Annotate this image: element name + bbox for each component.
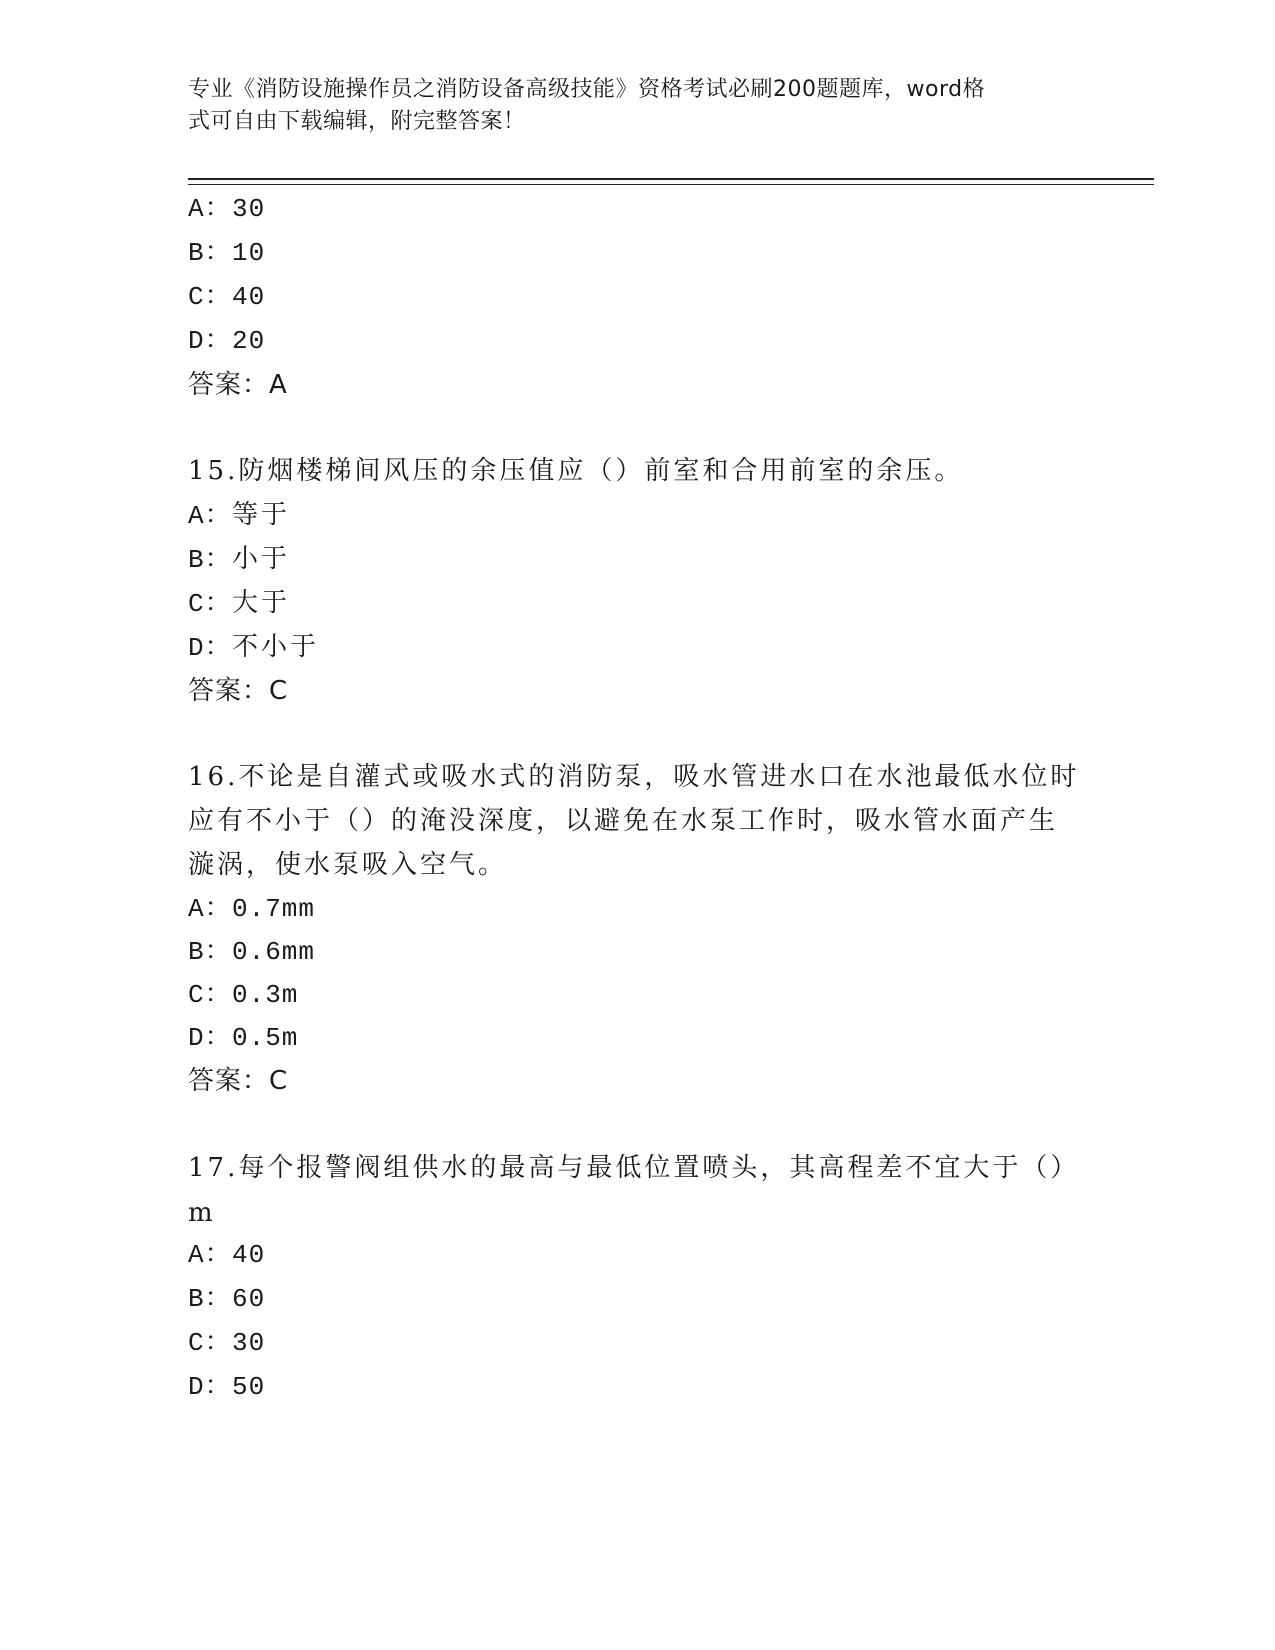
q17-option-b: B：60 [188,1284,266,1314]
q14-option-a: A：30 [188,194,266,224]
q14-option-b: B：10 [188,238,266,268]
q16-option-a: A：0.7mm [188,894,316,924]
q15-answer: 答案：C [188,676,289,706]
header-divider-thick [188,178,1154,180]
q15-option-d: D：不小于 [188,632,320,663]
header-line-1: 专业《消防设施操作员之消防设备高级技能》资格考试必刷200题题库，word格 [188,77,986,102]
q16-question-line-2: 应有不小于（）的淹没深度，以避免在水泵工作时，吸水管水面产生 [188,806,1059,836]
q15-question: 15.防烟楼梯间风压的余压值应（）前室和合用前室的余压。 [188,456,964,486]
q17-option-a: A：40 [188,1240,266,1270]
q14-option-c: C：40 [188,282,266,312]
q15-option-c: C：大于 [188,588,291,619]
document-header [188,74,1088,138]
header-divider-thin [188,184,1154,185]
q15-option-b: B：小于 [188,544,291,575]
header-line-2: 式可自由下载编辑，附完整答案！ [188,109,526,134]
q14-answer: 答案：A [188,370,288,400]
q14-option-d: D：20 [188,326,266,356]
q16-option-c: C：0.3m [188,980,299,1010]
q15-option-a: A：等于 [188,500,291,531]
q16-option-d: D：0.5m [188,1023,299,1053]
q17-question-line-2: m [188,1198,216,1228]
q16-question-line-3: 漩涡，使水泵吸入空气。 [188,850,508,880]
q16-answer: 答案：C [188,1066,289,1096]
q17-option-c: C：30 [188,1328,266,1358]
q17-option-d: D：50 [188,1372,266,1402]
q16-option-b: B：0.6mm [188,937,316,967]
q16-question-line-1: 16.不论是自灌式或吸水式的消防泵，吸水管进水口在水池最低水位时 [188,762,1080,792]
q17-question-line-1: 17.每个报警阀组供水的最高与最低位置喷头，其高程差不宜大于（） [188,1153,1080,1183]
